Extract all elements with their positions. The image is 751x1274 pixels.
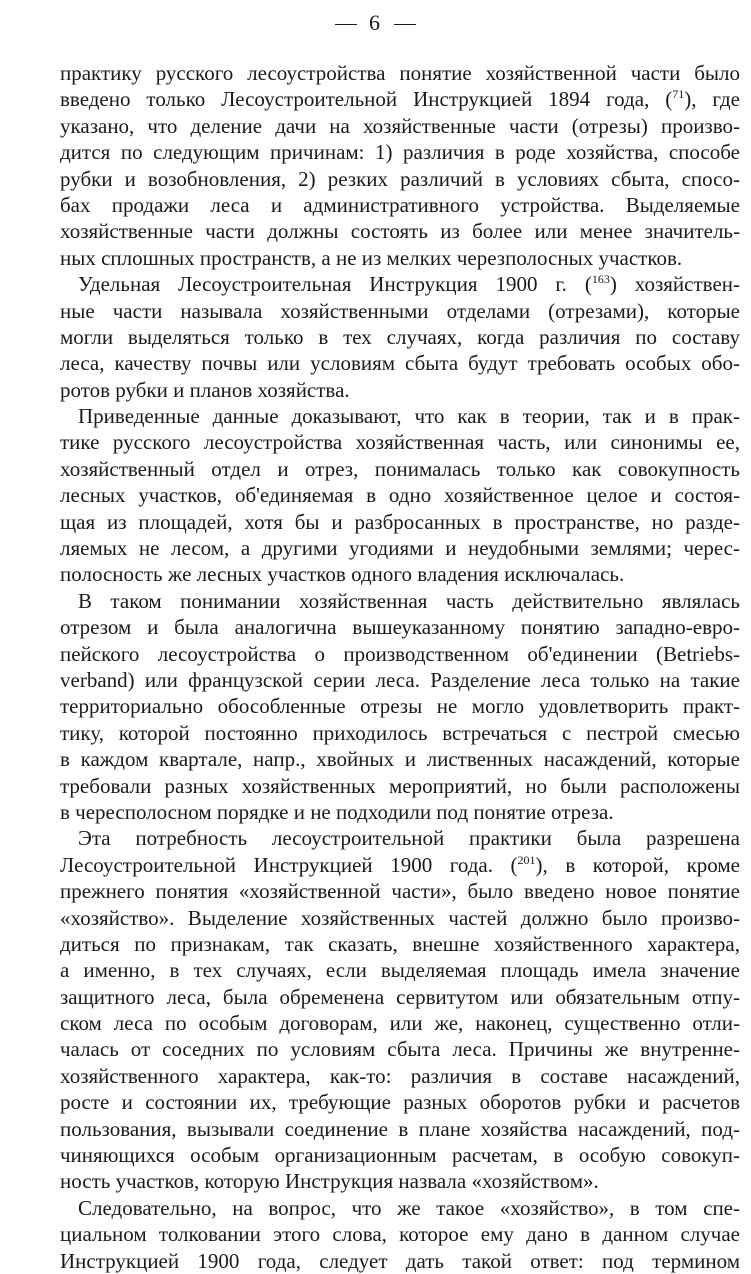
footnote-ref: 163: [591, 272, 610, 287]
text-segment: ротов рубки и планов хозяйства.: [60, 377, 350, 402]
text-line: [60, 1063, 740, 1089]
text-segment: Следовательно, на вопрос, что же такое «хозяйство», в том спе-: [78, 1195, 740, 1220]
text-line: [60, 403, 740, 429]
text-segment: дится по следующим причинам: 1) различия в роде хозяйства, способе: [60, 140, 740, 165]
text-segment: территориально обособленные отрезы не могло удовлетворить практ-: [60, 694, 740, 719]
text-line: [60, 1036, 740, 1062]
text-segment: хозяйственного характера, как-то: различия в составе насаждений,: [60, 1063, 740, 1088]
text-segment: ) хозяйствен-: [609, 272, 740, 297]
text-line: [60, 60, 740, 86]
text-line: [60, 456, 740, 482]
text-line: [60, 298, 740, 324]
text-segment: пользования, вызывали соединение в плане хозяйства насаждений, под-: [60, 1116, 740, 1141]
text-line: [60, 720, 740, 746]
text-line: [60, 377, 740, 403]
text-segment: тику, которой постоянно приходилось встречаться с пестрой смесью: [60, 720, 740, 745]
text-segment: требовали разных хозяйственных мероприятий, но были расположены: [60, 773, 740, 798]
text-segment: ), где: [684, 87, 740, 112]
text-line: [60, 509, 740, 535]
text-segment: тике русского лесоустройства хозяйственная часть, или синонимы ее,: [60, 430, 740, 455]
text-segment: чиняющихся особым организационным расчетам, в особую совокуп-: [60, 1143, 740, 1168]
page-number: 6: [369, 10, 382, 35]
text-segment: прежнего понятия «хозяйственной части», было введено новое понятие: [60, 879, 740, 904]
text-segment: «хозяйство». Выделение хозяйственных частей должно было произво-: [60, 905, 740, 930]
text-segment: защитного леса, была обременена сервитутом или обязательным отпу-: [60, 984, 740, 1009]
text-segment: ные части называла хозяйственными отделами (отрезами), которые: [60, 298, 740, 323]
text-line: [60, 1221, 740, 1247]
text-line: [60, 561, 740, 587]
text-segment: указано, что деление дачи на хозяйственные части (отрезы) произво-: [60, 113, 740, 138]
text-segment: диться по признакам, так сказать, внешне хозяйственного характера,: [60, 931, 740, 956]
text-segment: ), в которой, кроме: [535, 852, 740, 877]
text-line: [60, 192, 740, 218]
footnote-ref: 201: [517, 852, 536, 867]
text-line: [60, 1142, 740, 1168]
text-line: [60, 878, 740, 904]
text-line: [60, 1116, 740, 1142]
text-segment: росте и состоянии их, требующие разных оборотов рубки и расчетов: [60, 1090, 740, 1115]
text-line: [60, 245, 740, 271]
footnote-ref: 71: [672, 87, 685, 102]
text-segment: отрезом и была аналогична вышеуказанному понятию западно-евро-: [60, 615, 740, 640]
text-segment: В таком понимании хозяйственная часть действительно являлась: [78, 588, 740, 613]
text-segment: циальном толковании этого слова, которое ему дано в данном случае: [60, 1222, 740, 1247]
text-segment: в каждом квартале, напр., хвойных и лиственных насаждений, которые: [60, 747, 740, 772]
text-segment: Приведенные данные доказывают, что как в теории, так и в прак-: [78, 404, 740, 429]
text-line: [60, 166, 740, 192]
text-segment: ляемых не лесом, а другими угодиями и неудобными землями; черес-: [60, 536, 740, 561]
text-line: [60, 1010, 740, 1036]
text-line: [60, 984, 740, 1010]
text-line: [60, 113, 740, 139]
text-segment: бах продажи леса и административного устройства. Выделяемые: [60, 192, 740, 217]
right-dash: [394, 24, 416, 25]
text-segment: леса, качеству почвы или условиям сбыта будут требовать особых обо-: [60, 351, 740, 376]
text-line: [60, 139, 740, 165]
text-segment: полосность же лесных участков одного владения исключалась.: [60, 562, 625, 587]
text-line: [60, 482, 740, 508]
text-line: [60, 350, 740, 376]
text-line: [60, 667, 740, 693]
text-line: [60, 693, 740, 719]
text-segment: Лесоустроительной Инструкцией 1900 года. (: [60, 852, 518, 877]
text-segment: ском леса по особым договорам, или же, наконец, существенно отли-: [60, 1011, 740, 1036]
text-line: [60, 957, 740, 983]
text-line: [60, 1248, 740, 1274]
text-line: [60, 218, 740, 244]
text-line: [60, 641, 740, 667]
text-line: [60, 905, 740, 931]
left-dash: [335, 24, 357, 25]
text-line: [60, 614, 740, 640]
text-segment: а именно, в тех случаях, если выделяемая площадь имела значение: [60, 958, 740, 983]
text-segment: хозяйственные части должны состоять из более или менее значитель-: [60, 219, 740, 244]
text-line: [60, 1168, 740, 1194]
text-line: [60, 535, 740, 561]
text-segment: щая из площадей, хотя бы и разбросанных в пространстве, но разде-: [60, 509, 740, 534]
text-line: [60, 588, 740, 614]
text-segment: verband) или французской серии леса. Разделение леса только на такие: [60, 667, 740, 692]
text-segment: практику русского лесоустройства понятие хозяйственной части было: [60, 61, 740, 85]
text-line: [60, 1089, 740, 1115]
text-line: [60, 746, 740, 772]
text-line: [60, 1195, 740, 1221]
text-line: [60, 799, 740, 825]
text-segment: хозяйственный отдел и отрез, понималась только как совокупность: [60, 456, 740, 481]
text-segment: чалась от соседних по условиям сбыта леса. Причины же внутренне-: [60, 1037, 740, 1062]
text-segment: введено только Лесоустроительной Инструкцией 1894 года, (: [60, 87, 673, 112]
text-segment: Инструкцией 1900 года, следует дать такой ответ: под термином: [60, 1248, 740, 1273]
text-segment: ность участков, которую Инструкция назвала «хозяйством».: [60, 1169, 599, 1194]
text-line: [60, 931, 740, 957]
text-line: [60, 773, 740, 799]
page-header: [0, 8, 751, 38]
text-line: [60, 86, 740, 112]
text-segment: пейского лесоустройства о производственном об'единении (Betriebs-: [60, 641, 740, 666]
text-line: [60, 852, 740, 878]
text-segment: ных сплошных пространств, а не из мелких черезполосных участков.: [60, 245, 683, 270]
text-segment: рубки и возобновления, 2) резких различий в условиях сбыта, спосо-: [60, 166, 740, 191]
text-segment: в чересполосном порядке и не подходили под понятие отреза.: [60, 799, 614, 824]
text-line: [60, 429, 740, 455]
text-segment: Удельная Лесоустроительная Инструкция 1900 г. (: [78, 272, 592, 297]
text-line: [60, 825, 740, 851]
text-segment: могли выделяться только в тех случаях, когда различия по составу: [60, 324, 740, 349]
text-line: [60, 271, 740, 297]
text-segment: Эта потребность лесоустроительной практики была разрешена: [78, 826, 740, 851]
text-line: [60, 324, 740, 350]
text-body: [60, 60, 740, 1274]
text-segment: лесных участков, об'единяемая в одно хозяйственное целое и состоя-: [60, 483, 740, 508]
